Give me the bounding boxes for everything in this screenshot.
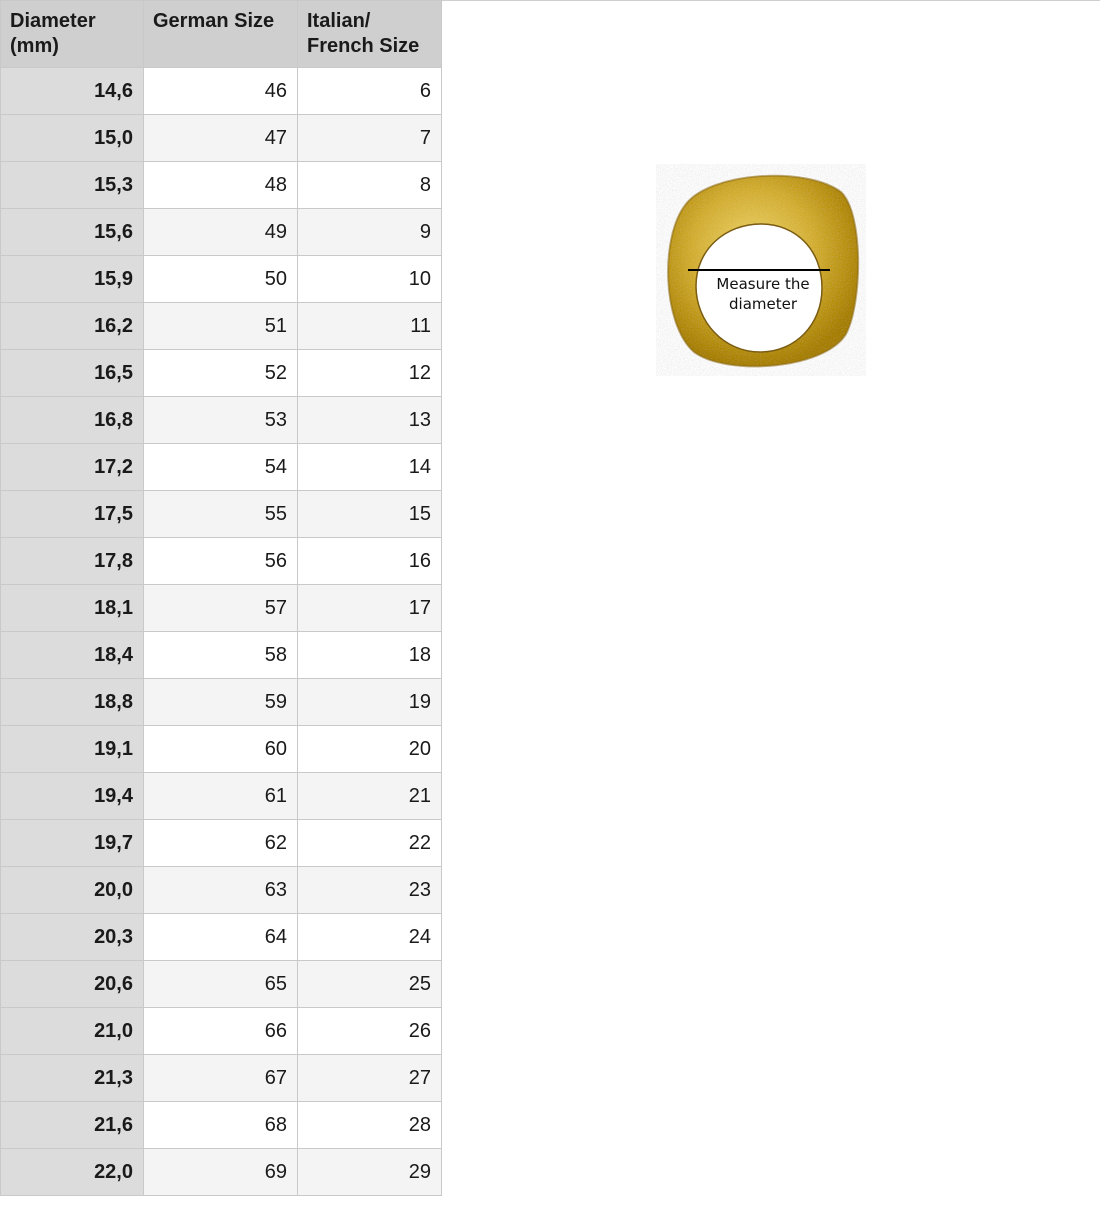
cell-italian-french-size: 24 — [298, 914, 442, 961]
measure-caption-line-2: diameter — [729, 295, 797, 313]
cell-german-size: 63 — [144, 867, 298, 914]
table-row — [1, 491, 442, 538]
measure-caption — [690, 274, 836, 314]
table-row — [1, 256, 442, 303]
cell-german-size: 60 — [144, 726, 298, 773]
cell-italian-french-size: 25 — [298, 961, 442, 1008]
cell-italian-french-size: 22 — [298, 820, 442, 867]
cell-diameter: 15,0 — [1, 115, 144, 162]
cell-german-size: 59 — [144, 679, 298, 726]
cell-italian-french-size: 29 — [298, 1149, 442, 1196]
cell-italian-french-size: 19 — [298, 679, 442, 726]
cell-diameter: 17,8 — [1, 538, 144, 585]
table-row — [1, 726, 442, 773]
header-diameter: Diameter (mm) — [1, 1, 144, 68]
cell-german-size: 55 — [144, 491, 298, 538]
cell-german-size: 58 — [144, 632, 298, 679]
cell-italian-french-size: 18 — [298, 632, 442, 679]
cell-diameter: 18,4 — [1, 632, 144, 679]
table-row — [1, 1102, 442, 1149]
cell-diameter: 18,8 — [1, 679, 144, 726]
cell-german-size: 62 — [144, 820, 298, 867]
cell-diameter: 15,3 — [1, 162, 144, 209]
cell-german-size: 68 — [144, 1102, 298, 1149]
header-italian-french-size: Italian/ French Size — [298, 1, 442, 68]
cell-italian-french-size: 14 — [298, 444, 442, 491]
cell-diameter: 19,4 — [1, 773, 144, 820]
cell-german-size: 50 — [144, 256, 298, 303]
table-row — [1, 444, 442, 491]
cell-diameter: 16,8 — [1, 397, 144, 444]
cell-diameter: 16,5 — [1, 350, 144, 397]
cell-diameter: 19,1 — [1, 726, 144, 773]
cell-diameter: 15,6 — [1, 209, 144, 256]
cell-diameter: 22,0 — [1, 1149, 144, 1196]
table-row — [1, 209, 442, 256]
table-row — [1, 538, 442, 585]
table-header-row — [1, 1, 442, 68]
cell-diameter: 14,6 — [1, 68, 144, 115]
cell-italian-french-size: 11 — [298, 303, 442, 350]
cell-diameter: 20,0 — [1, 867, 144, 914]
cell-italian-french-size: 8 — [298, 162, 442, 209]
table-row — [1, 1149, 442, 1196]
cell-german-size: 48 — [144, 162, 298, 209]
table-row — [1, 115, 442, 162]
cell-german-size: 49 — [144, 209, 298, 256]
table-row — [1, 773, 442, 820]
cell-italian-french-size: 16 — [298, 538, 442, 585]
table-row — [1, 632, 442, 679]
cell-german-size: 54 — [144, 444, 298, 491]
cell-italian-french-size: 26 — [298, 1008, 442, 1055]
cell-german-size: 46 — [144, 68, 298, 115]
table-body — [1, 68, 442, 1196]
cell-italian-french-size: 9 — [298, 209, 442, 256]
cell-diameter: 21,0 — [1, 1008, 144, 1055]
cell-german-size: 57 — [144, 585, 298, 632]
cell-german-size: 53 — [144, 397, 298, 444]
table-row — [1, 1055, 442, 1102]
cell-italian-french-size: 7 — [298, 115, 442, 162]
table-row — [1, 303, 442, 350]
cell-diameter: 15,9 — [1, 256, 144, 303]
cell-italian-french-size: 23 — [298, 867, 442, 914]
cell-german-size: 56 — [144, 538, 298, 585]
cell-german-size: 65 — [144, 961, 298, 1008]
cell-italian-french-size: 27 — [298, 1055, 442, 1102]
table-row — [1, 162, 442, 209]
cell-german-size: 51 — [144, 303, 298, 350]
table-row — [1, 350, 442, 397]
cell-diameter: 21,6 — [1, 1102, 144, 1149]
cell-italian-french-size: 20 — [298, 726, 442, 773]
cell-german-size: 66 — [144, 1008, 298, 1055]
table-row — [1, 961, 442, 1008]
ring-measure-illustration — [656, 164, 866, 376]
cell-german-size: 47 — [144, 115, 298, 162]
cell-german-size: 61 — [144, 773, 298, 820]
cell-italian-french-size: 13 — [298, 397, 442, 444]
cell-italian-french-size: 12 — [298, 350, 442, 397]
table-row — [1, 397, 442, 444]
table-row — [1, 1008, 442, 1055]
table-row — [1, 679, 442, 726]
table-row — [1, 914, 442, 961]
cell-diameter: 17,5 — [1, 491, 144, 538]
cell-italian-french-size: 21 — [298, 773, 442, 820]
measure-caption-line-1: Measure the — [716, 275, 810, 293]
cell-italian-french-size: 28 — [298, 1102, 442, 1149]
cell-diameter: 20,6 — [1, 961, 144, 1008]
cell-german-size: 52 — [144, 350, 298, 397]
cell-german-size: 67 — [144, 1055, 298, 1102]
top-divider — [440, 0, 1100, 1]
cell-diameter: 16,2 — [1, 303, 144, 350]
table-row — [1, 68, 442, 115]
cell-italian-french-size: 17 — [298, 585, 442, 632]
cell-german-size: 69 — [144, 1149, 298, 1196]
cell-italian-french-size: 10 — [298, 256, 442, 303]
ring-size-table — [0, 0, 442, 1196]
cell-italian-french-size: 6 — [298, 68, 442, 115]
header-german-size: German Size — [144, 1, 298, 68]
table-row — [1, 585, 442, 632]
cell-diameter: 21,3 — [1, 1055, 144, 1102]
cell-diameter: 17,2 — [1, 444, 144, 491]
table-row — [1, 820, 442, 867]
cell-german-size: 64 — [144, 914, 298, 961]
cell-diameter: 18,1 — [1, 585, 144, 632]
table-row — [1, 867, 442, 914]
cell-diameter: 19,7 — [1, 820, 144, 867]
cell-italian-french-size: 15 — [298, 491, 442, 538]
cell-diameter: 20,3 — [1, 914, 144, 961]
